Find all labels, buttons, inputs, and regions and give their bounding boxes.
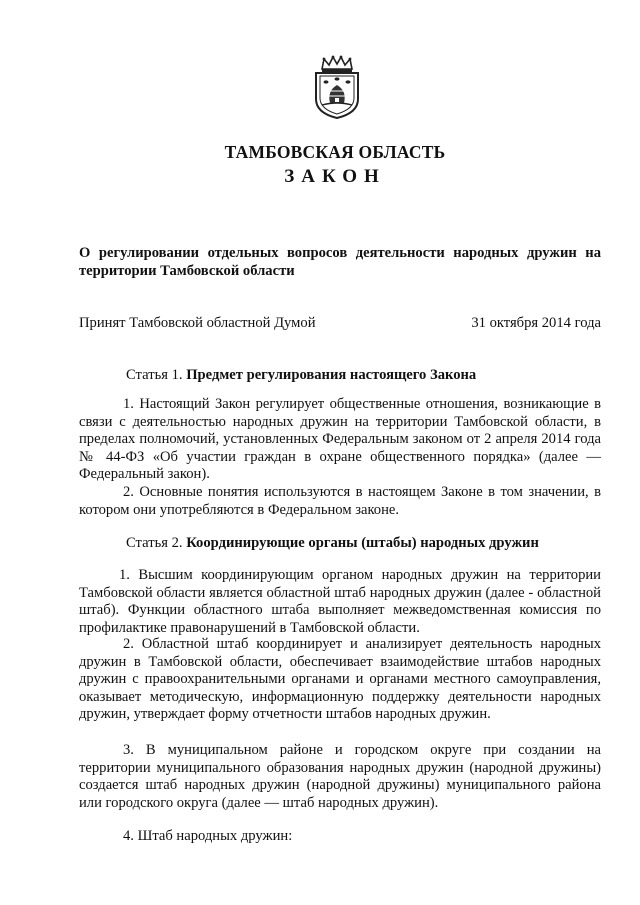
coat-of-arms-icon — [312, 55, 362, 119]
article-1-label: Статья 1. — [126, 367, 183, 383]
article-2-paragraph-4: 4. Штаб народных дружин: — [123, 828, 293, 844]
document-type-heading: ЗАКОН — [284, 166, 386, 187]
article-2-paragraph-2: 2. Областной штаб координирует и анализирует деятельность народных дружин в Тамбовской области, обеспечивает взаимодействие штабов народных дружин с правоохранительными органами и органами местного самоуправления, оказывает методическую, информационную поддержку деятельности народных дружин, утверждает форму отчетности штабов народных дружин. — [79, 636, 601, 723]
article-2-title: Координирующие органы (штабы) народных дружин — [186, 535, 539, 551]
article-2-label: Статья 2. — [126, 535, 183, 551]
article-1-paragraph-2: 2. Основные понятия используются в настоящем Законе в том значении, в котором они употребляются в Федеральном законе. — [79, 484, 601, 518]
article-1-heading — [126, 367, 476, 384]
article-1-paragraph-1: 1. Настоящий Закон регулирует общественные отношения, возникающие в связи с деятельностью народных дружин на территории Тамбовской области, в пределах полномочий, установленных Федеральным законом от 2 апреля 2014 года № 44-ФЗ «Об участии граждан в охране общественного порядка» (далее — Федеральный закон). — [79, 396, 601, 483]
article-2-paragraph-3: 3. В муниципальном районе и городском округе при создании на территории муниципального образования народных дружин (народной дружины) создается штаб народных дружин (народной дружины) муниципального района или городского округа (далее — штаб народных дружин). — [79, 742, 601, 811]
article-1-title: Предмет регулирования настоящего Закона — [186, 367, 477, 383]
article-2-heading — [126, 535, 539, 552]
adopted-by: Принят Тамбовской областной Думой — [79, 315, 316, 331]
article-2-paragraph-1: 1. Высшим координирующим органом народных дружин на территории Тамбовской области является областной штаб народных дружин (далее - областной штаб). Функции областного штаба выполняет межведомственная комиссия по профилактике правонарушений в Тамбовской области. — [79, 567, 601, 636]
region-heading: ТАМБОВСКАЯ ОБЛАСТЬ — [224, 142, 446, 162]
law-title: О регулировании отдельных вопросов деятельности народных дружин на территории Тамбовской области — [79, 245, 601, 279]
adoption-line — [79, 315, 601, 332]
adoption-date: 31 октября 2014 года — [471, 315, 601, 331]
